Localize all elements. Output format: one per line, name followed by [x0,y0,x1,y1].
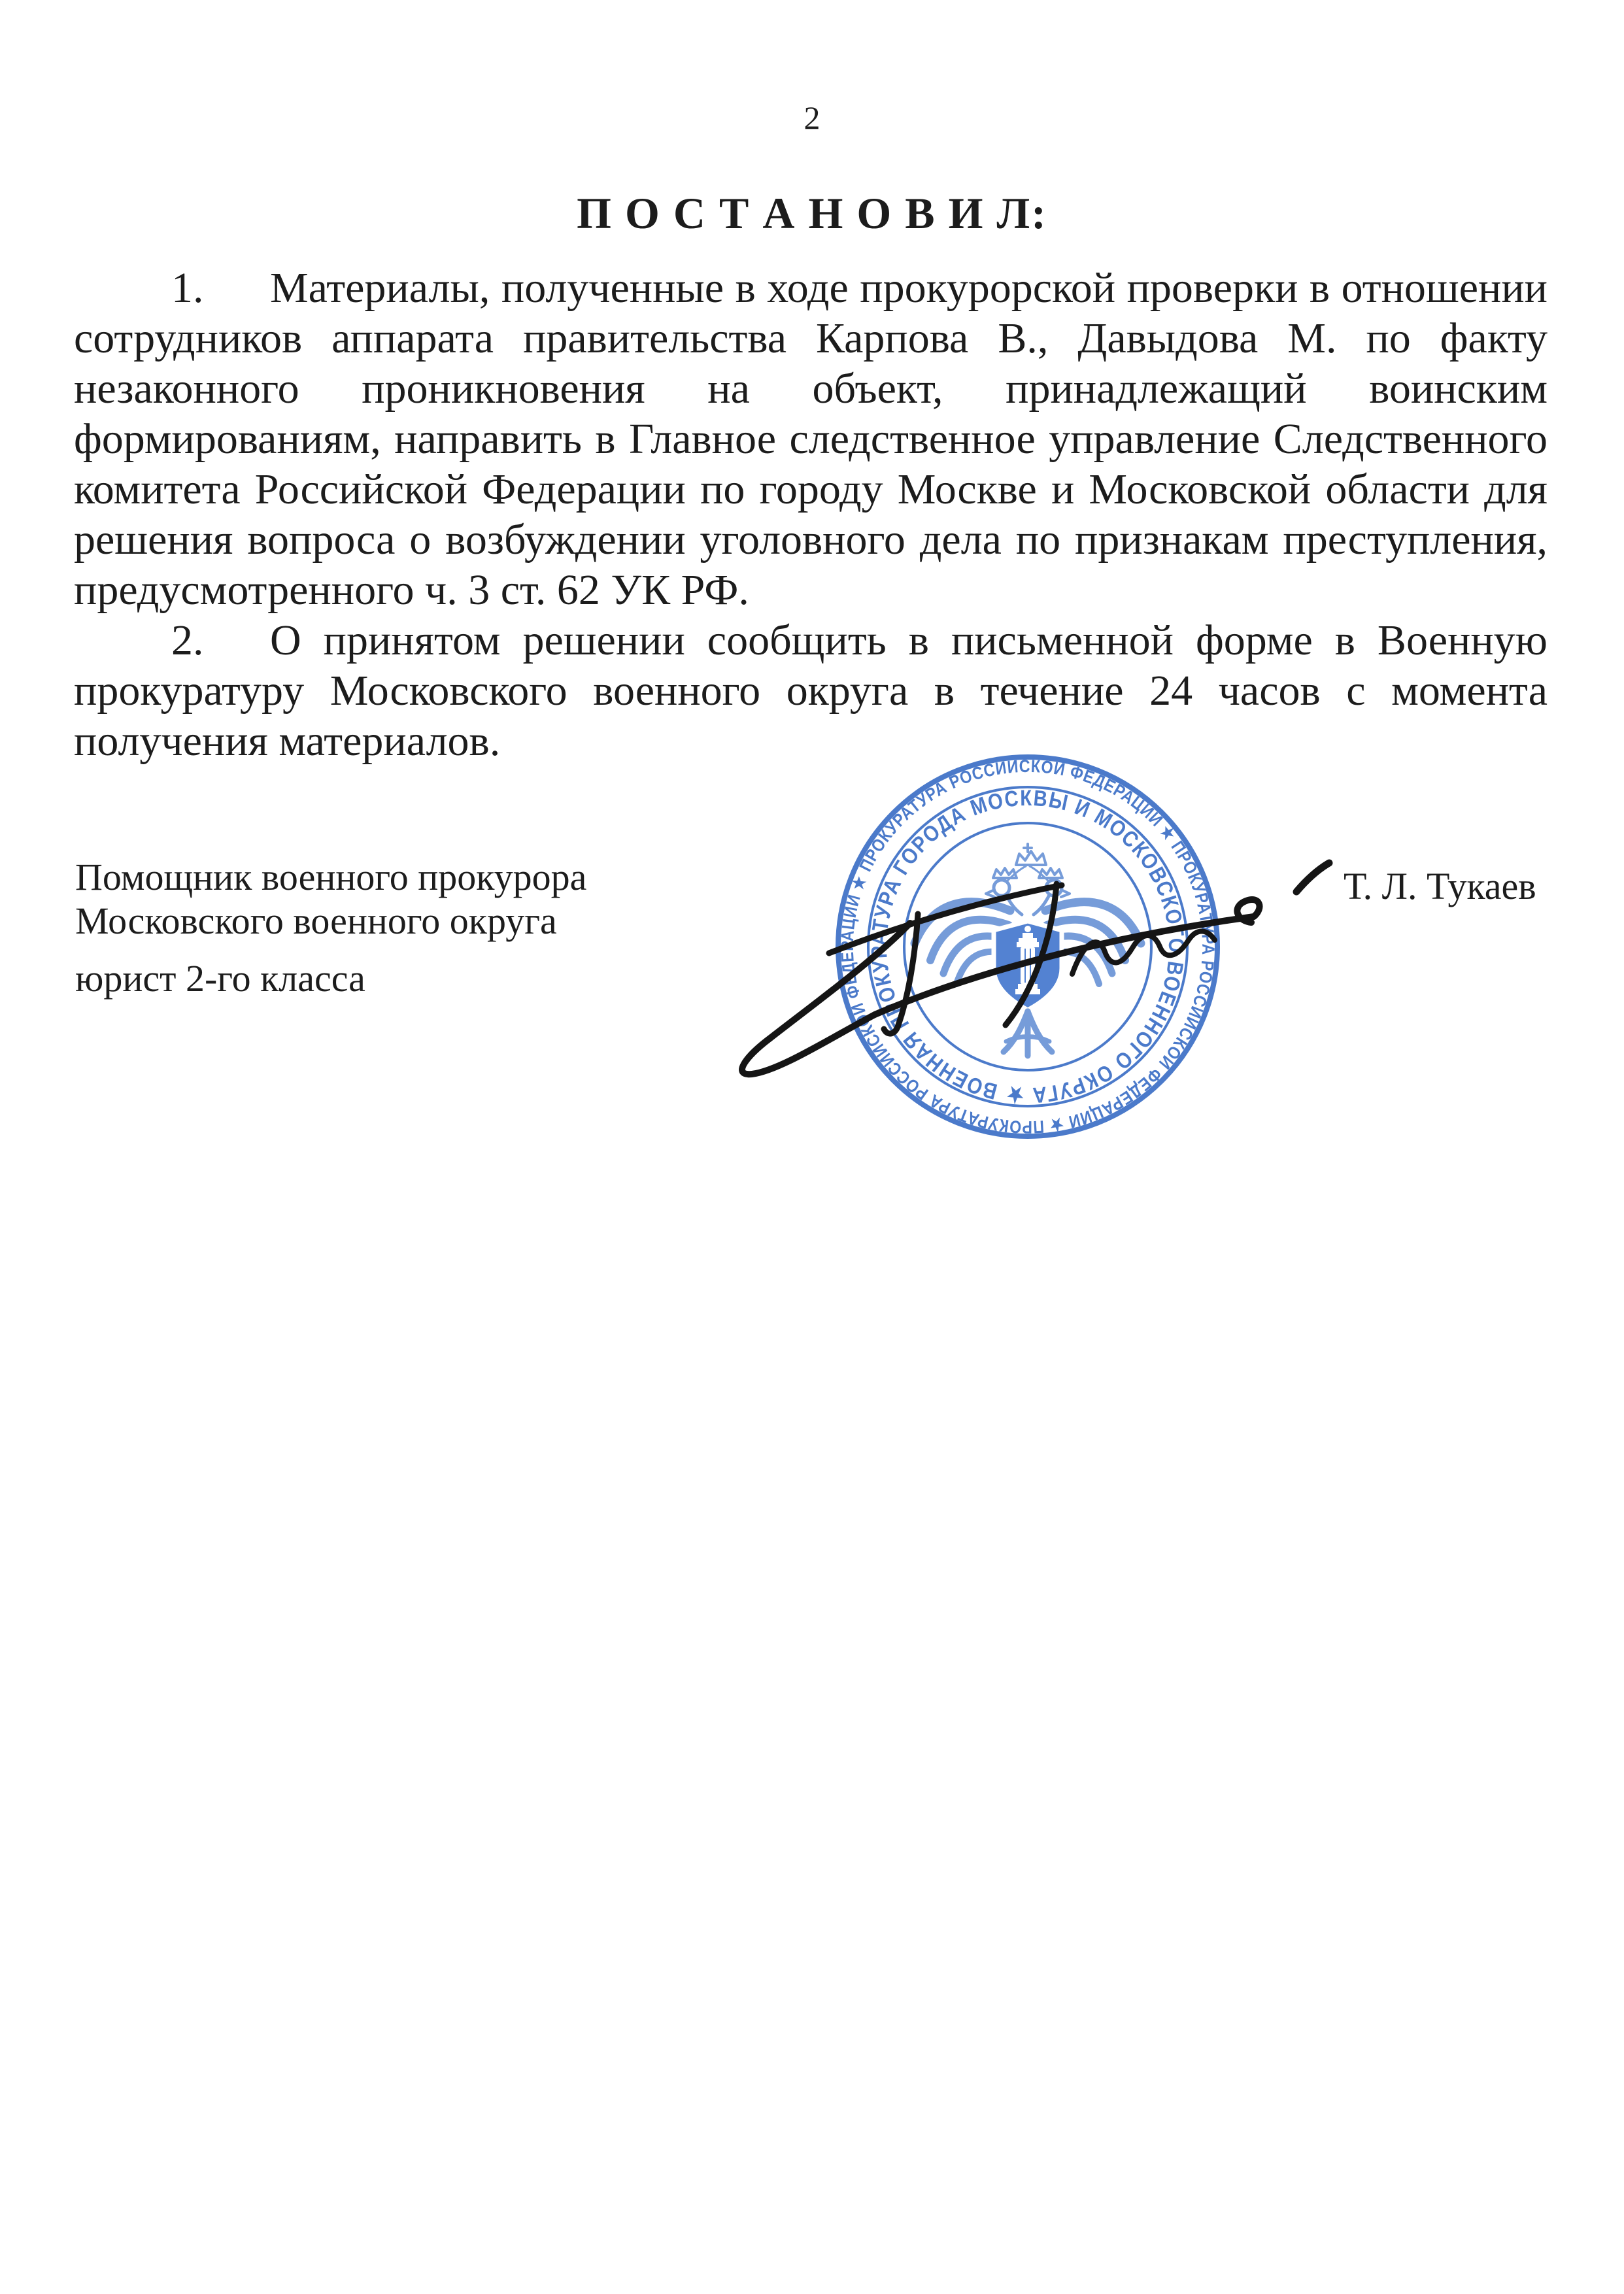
resolution-body [74,263,1548,766]
paragraph-1-text: Материалы, полученные в ходе прокурорской проверки в отношении сотрудников аппарата правительства Карпова В., Давыдова М. по факту незаконного проникновения на объект, принадлежащий воинским формированиям, направить в Главное следственное управление Следственного комитета Российской Федерации по городу Москве и Московской области для решения вопроса о возбуждении уголовного дела по признакам преступления, предусмотренного ч. 3 ст. 62 УК РФ. [74,264,1548,614]
page-number: 2 [804,99,820,136]
signee-name: Т. Л. Тукаев [1344,865,1536,907]
paragraph-1-number: 1. [171,264,204,312]
paragraph-2-number: 2. [171,616,204,664]
paragraph-1 [74,263,1548,615]
handwritten-signature [706,850,1353,1085]
signature-letters-stroke [1072,932,1215,975]
signature-main-stroke [742,900,1259,1074]
signer-position-line-1: Помощник военного прокурора [75,856,587,898]
signer-rank-line: юрист 2-го класса [75,957,365,1000]
signature-block [75,855,729,1000]
signature-flourish-stroke [1296,863,1329,892]
stamp-inner-ring-text: ВОЕННАЯ ПРОКУРАТУРА ГОРОДА МОСКВЫ И МОСКОВСКОГО ВОЕННОГО ОКРУГА ★ [866,785,1189,1108]
resolution-heading: П О С Т А Н О В И Л: [577,188,1047,238]
signer-position-line-2: Московского военного округа [75,900,557,942]
signature-crossbar-stroke [829,885,1062,953]
paragraph-2-text: О принятом решении сообщить в письменной форме в Военную прокуратуру Московского военного округа в течение 24 часов с момента получения материалов. [74,616,1548,765]
paragraph-2 [74,615,1548,766]
stamp-outer-ring-text: ПРОКУРАТУРА РОССИЙСКОЙ ФЕДЕРАЦИИ ★ ПРОКУРАТУРА РОССИЙСКОЙ ФЕДЕРАЦИИ ★ ПРОКУРАТУРА РОССИЙСКОЙ ФЕДЕРАЦИИ ★ [837,756,1219,1138]
